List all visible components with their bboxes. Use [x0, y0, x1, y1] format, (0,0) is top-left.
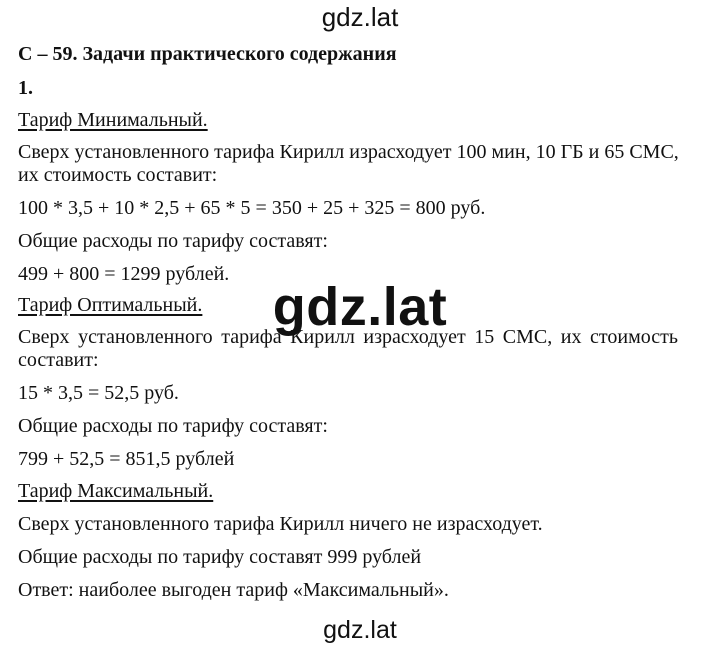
tariff-minimal-total-label: Общие расходы по тарифу составят: — [18, 230, 328, 252]
tariff-optimal-excess-line1: Сверх установленного тарифа Кирилл израсходует 15 СМС, их стоимость — [18, 326, 678, 348]
watermark-top: gdz.lat — [321, 2, 399, 32]
answer-line: Ответ: наиболее выгоден тариф «Максимальный». — [18, 579, 449, 601]
task-number: 1. — [18, 77, 33, 99]
watermark-bottom: gdz.lat — [323, 616, 397, 644]
tariff-optimal-calc: 15 * 3,5 = 52,5 руб. — [18, 382, 179, 404]
tariff-minimal-excess-line2: их стоимость составит: — [18, 164, 218, 186]
tariff-optimal-total: 799 + 52,5 = 851,5 рублей — [18, 448, 235, 470]
tariff-maximal-total-label: Общие расходы по тарифу составят 999 рублей — [18, 546, 422, 568]
tariff-minimal-excess-line1: Сверх установленного тарифа Кирилл израсходует 100 мин, 10 ГБ и 65 СМС, — [18, 141, 679, 163]
tariff-minimal-calc: 100 * 3,5 + 10 * 2,5 + 65 * 5 = 350 + 25 + 325 = 800 руб. — [18, 197, 486, 219]
tariff-maximal-excess-line1: Сверх установленного тарифа Кирилл ничего не израсходует. — [18, 513, 543, 535]
tariff-optimal-title: Тариф Оптимальный. — [18, 294, 203, 316]
tariff-optimal-total-label: Общие расходы по тарифу составят: — [18, 415, 328, 437]
tariff-optimal-excess-line2: составит: — [18, 349, 99, 371]
tariff-minimal-title: Тариф Минимальный. — [18, 109, 208, 131]
page-heading: С – 59. Задачи практического содержания — [18, 43, 397, 65]
tariff-maximal-title: Тариф Максимальный. — [18, 480, 214, 502]
tariff-minimal-total: 499 + 800 = 1299 рублей. — [18, 263, 230, 285]
watermark-middle: gdz.lat — [272, 277, 448, 337]
